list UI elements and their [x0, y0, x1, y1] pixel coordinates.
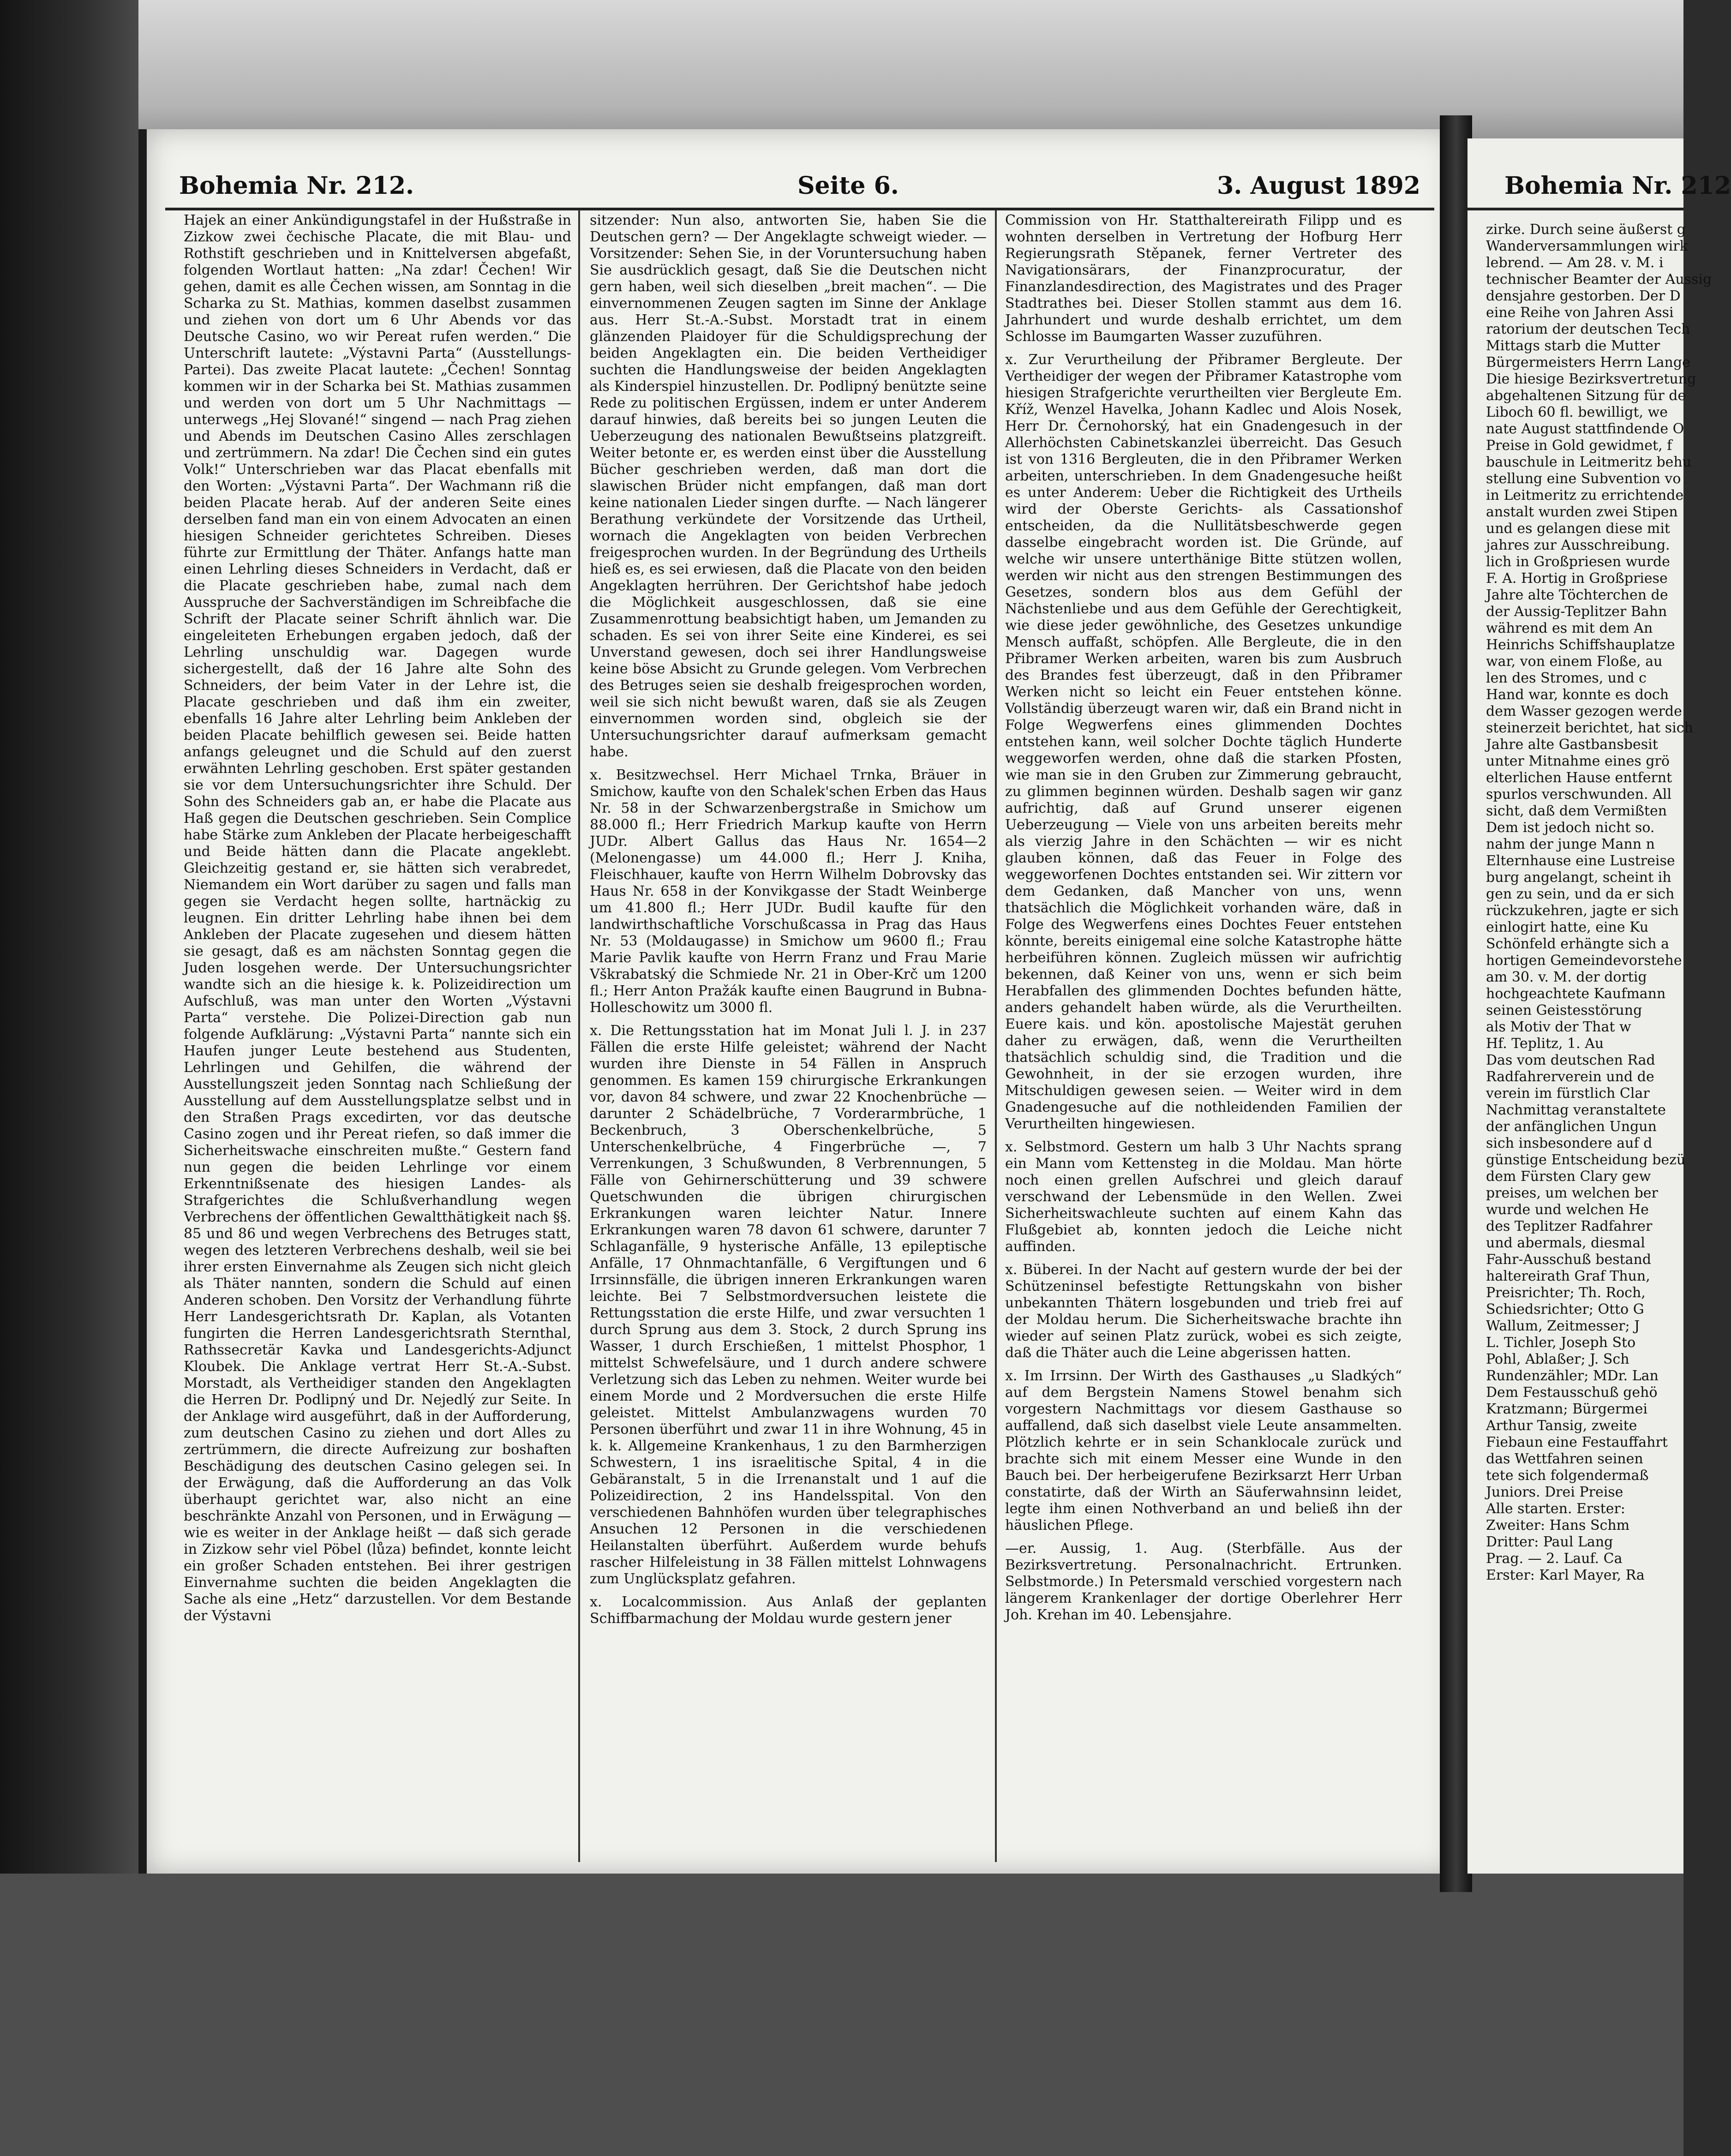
adjacent-column-line: und abermals, diesmal — [1486, 1235, 1645, 1251]
adjacent-column-line: zirke. Durch seine äußerst g — [1486, 222, 1686, 238]
adjacent-column-line: günstige Entscheidung bezü — [1486, 1152, 1686, 1168]
adjacent-column-line: war, von einem Floße, au — [1486, 653, 1663, 670]
adjacent-column-line: Pohl, Ablaßer; J. Sch — [1486, 1351, 1629, 1367]
adjacent-column-line: Juniors. Drei Preise — [1486, 1484, 1623, 1500]
adjacent-column-line: Rundenzähler; MDr. Lan — [1486, 1368, 1659, 1384]
article-buberei: x. Büberei. In der Nacht auf gestern wurde der bei der Schützeninsel befestigte Rettungskahn von bisher unbekannten Thätern losgebunden und trieb frei auf der Moldau herum. Die Sicherheitswache brachte ihn wieder auf seinen Platz zurück, wobei es sich zeigte, daß die Thäter auch die Leine abgerissen hatten. — [1005, 1262, 1402, 1361]
adjacent-column-line: dem Wasser gezogen werde — [1486, 703, 1682, 719]
adjacent-column-line: preises, um welchen ber — [1486, 1185, 1658, 1201]
adjacent-column-line: Hand war, konnte es doch — [1486, 687, 1669, 703]
adjacent-column-line: hochgeachtete Kaufmann — [1486, 986, 1666, 1002]
adjacent-header-masthead: Bohemia Nr. 212 — [1504, 172, 1731, 200]
adjacent-column-line: gen zu sein, und da er sich — [1486, 886, 1675, 902]
adjacent-column-line: Fiebaun eine Festauffahrt — [1486, 1434, 1668, 1450]
adjacent-column-line: burg angelangt, scheint ih — [1486, 869, 1671, 886]
adjacent-column-line: technischer Beamter der Aussig — [1486, 271, 1712, 287]
header-masthead: Bohemia Nr. 212. — [179, 172, 414, 200]
adjacent-page — [1467, 138, 1731, 1874]
adjacent-column-line: lebrend. — Am 28. v. M. i — [1486, 255, 1664, 271]
article-paragraph: sitzender: Nun also, antworten Sie, haben Sie die Deutschen gern? — Der Angeklagte schweigt wieder. — Vorsitzender: Sehen Sie, in der Voruntersuchung haben Sie ausdrücklich gesagt, daß Sie die Deutschen nicht gern haben, weil sich dieselben „breit machen“. — Die einvernommenen Zeugen sagten im Sinne der Anklage aus. Herr St.-A.-Subst. Morstadt trat in einem glänzenden Plaidoyer für die Schuldigsprechung der beiden Angeklagten ein. Die beiden Vertheidiger suchten die Handlungsweise der beiden Angeklagten als Kinderspiel hinzustellen. Dr. Podlipný benützte seine Rede zu politischen Ergüssen, indem er unter Anderem darauf hinwies, daß bereits bei so jungen Leuten die Ueberzeugung des nationalen Bewußtseins platzgreift. Weiter betonte er, es werden einst über die Ausstellung Bücher geschrieben werden, daß man dort die slawischen Brüder nicht empfangen, daß man dort keine nationalen Lieder singen durfte. — Nach längerer Berathung verkündete der Vorsitzende das Urtheil, wornach die Angeklagten von beiden Verbrechen freigesprochen wurden. In der Begründung des Urtheils hieß es, es sei erwiesen, daß die Placate von den beiden Angeklagten herrühren. Der Gerichtshof habe jedoch die Möglichkeit ausgeschlossen, daß sie eine Zusammenrottung beabsichtigt haben, um Jemanden zu schaden. Es sei von ihrer Seite eine Kinderei, es sei Unverstand gewesen, doch sei ihrer Handlungsweise keine böse Absicht zu Grunde gelegen. Vom Verbrechen des Betruges seien sie deshalb freigesprochen worden, weil sie sich nicht bewußt waren, daß sie als Zeugen einvernommen worden sind, obgleich sie der Untersuchungsrichter darauf aufmerksam gemacht habe. — [590, 212, 987, 760]
adjacent-column-line: nahm der junge Mann n — [1486, 836, 1655, 852]
adjacent-column-line: anstalt wurden zwei Stipen — [1486, 504, 1678, 520]
article-paragraph: Commission von Hr. Statthaltereirath Filipp und es wohnten derselben in Vertretung der Hofburg Herr Regierungsrath Stěpanek, ferner Vertreter des Navigationsärars, der Finanzprocuratur, der Finanzlandesdirection, des Magistrates und des Prager Stadtrathes bei. Dieser Stollen stammt aus dem 16. Jahrhundert und wurde deshalb errichtet, um dem Schlosse im Baumgarten Wasser zuzuführen. — [1005, 212, 1402, 345]
column-1 — [184, 212, 571, 1855]
newspaper-page — [138, 129, 1453, 1874]
adjacent-column-line: bauschule in Leitmeritz behu — [1486, 454, 1692, 470]
adjacent-column-line: Preise in Gold gewidmet, f — [1486, 437, 1672, 454]
adjacent-column-line: Jahre alte Töchterchen de — [1486, 587, 1668, 603]
adjacent-column-line: F. A. Hortig in Großpriese — [1486, 570, 1668, 587]
page-header — [165, 166, 1434, 210]
adjacent-column-line: Fahr-Ausschuß bestand — [1486, 1252, 1652, 1268]
column-3 — [1005, 212, 1402, 1855]
adjacent-column-line: Wallum, Zeitmesser; J — [1486, 1318, 1640, 1334]
article-pribram: x. Zur Verurtheilung der Přibramer Bergleute. Der Vertheidiger der wegen der Přibramer Katastrophe vom hiesigen Strafgerichte verurtheilten vier Bergleute Em. Kříž, Wenzel Havelka, Johann Kadlec und Alois Nosek, Herr Dr. Černohorský, hat ein Gnadengesuch in der Allerhöchsten Cabinetskanzlei überreicht. Das Gesuch ist von 1316 Bergleuten, die in den Přibramer Werken arbeiten, unterschrieben. In dem Gnadengesuche heißt es unter Anderem: Ueber die Richtigkeit des Urtheils wird der Oberste Gerichts- als Cassationshof entscheiden, da die Nullitätsbeschwerde gegen dasselbe eingebracht worden ist. Die Gründe, auf welche wir unsere unterthänige Bitte stützen wollen, werden wir nicht aus den strengen Bestimmungen des Gesetzes, sondern blos aus dem Gefühl der Nächstenliebe und aus dem Gefühle der Gerechtigkeit, wie diese jeder gewöhnliche, des Gesetzes unkundige Mensch auffaßt, schöpfen. Alle Bergleute, die in den Přibramer Werken arbeiten, waren bis zum Ausbruch des Brandes fest überzeugt, daß in den Přibramer Werken nicht so leicht ein Feuer entstehen könne. Vollständig überzeugt waren wir, daß ein Brand nicht in Folge Wegwerfens eines glimmenden Dochtes entstehen kann, weil solcher Dochte täglich Hunderte weggeworfen werden, ohne daß die starken Pfosten, wie man sie in den Gruben zur Zimmerung gebraucht, zu glimmen beginnen würden. Deshalb sagen wir ganz aufrichtig, daß auf Grund unserer eigenen Ueberzeugung — Viele von uns arbeiten bereits mehr als vierzig Jahre in den Schächten — wir es nicht glauben können, daß das Feuer in Folge des weggeworfenen Dochtes entstanden sei. Wir zittern vor dem Gedanken, daß Mancher von uns, wenn thatsächlich die Möglichkeit vorhanden wäre, daß in Folge des Wegwerfens eines Dochtes Feuer entstehen könnte, bereits einigemal eine solche Katastrophe hätte herbeiführen können. Zugleich müssen wir aufrichtig bekennen, daß Keiner von uns, wenn er sich beim Herabfallen des glimmenden Dochtes befunden hätte, anders gehandelt haben würde, als die Verurtheilten. Euere kais. und kön. apostolische Majestät geruhen daher zu erwägen, daß, wenn die Verurtheilten thatsächlich schuldig sind, die Tradition und die Gewohnheit, in der sie erzogen wurden, ihre Mitschuldigen gewesen seien. — Weiter wird in dem Gnadengesuche auf die nothleidenden Familien der Verurtheilten hingewiesen. — [1005, 352, 1402, 1132]
header-date: 3. August 1892 — [1217, 172, 1420, 200]
scan-border-bottom — [0, 1874, 1683, 2156]
adjacent-column-line: hortigen Gemeindevorstehe — [1486, 952, 1682, 969]
adjacent-column-line: Mittags starb die Mutter — [1486, 338, 1660, 354]
adjacent-column-line: Nachmittag veranstaltete — [1486, 1102, 1666, 1118]
adjacent-column-line: der anfänglichen Ungun — [1486, 1119, 1657, 1135]
adjacent-column-line: Liboch 60 fl. bewilligt, we — [1486, 404, 1668, 420]
adjacent-column-line: Schönfeld erhängte sich a — [1486, 936, 1669, 952]
adjacent-column-line: einlogirt hatte, eine Ku — [1486, 919, 1649, 935]
adjacent-column-line: densjahre gestorben. Der D — [1486, 288, 1681, 304]
adjacent-column-line: Dem ist jedoch nicht so. — [1486, 820, 1655, 836]
adjacent-column-line: lich in Großpriesen wurde — [1486, 554, 1670, 570]
article-irrsinn: x. Im Irrsinn. Der Wirth des Gasthauses „u Sladkých“ auf dem Bergstein Namens Stowel benahm sich vorgestern Nachmittags vor diesem Gasthause so auffallend, daß sich daselbst viele Leute ansammelten. Plötzlich kehrte er in sein Schanklocale zurück und brachte sich mit einem Messer eine Wunde in den Bauch bei. Der herbeigerufene Bezirksarzt Herr Urban constatirte, daß der Wirth an Säuferwahnsinn leidet, legte ihm einen Nothverband an und beließ ihn der häuslichen Pflege. — [1005, 1368, 1402, 1533]
adjacent-column-line: Radfahrerverein und de — [1486, 1069, 1654, 1085]
adjacent-column-line: verein im fürstlich Clar — [1486, 1085, 1650, 1102]
adjacent-column-line: Elternhause eine Lustreise — [1486, 853, 1675, 869]
adjacent-column-line: spurlos verschwunden. All — [1486, 786, 1671, 803]
adjacent-column-line: Heinrichs Schiffshauplatze — [1486, 637, 1675, 653]
adjacent-column-line: jahres zur Ausschreibung. — [1486, 537, 1670, 553]
column-rule — [995, 210, 997, 1862]
column-2 — [590, 212, 987, 1855]
adjacent-column-line: Kratzmann; Bürgermei — [1486, 1401, 1647, 1417]
adjacent-column-line: wurde und welchen He — [1486, 1202, 1649, 1218]
adjacent-column-line: unter Mitnahme eines grö — [1486, 753, 1670, 769]
adjacent-column-line: L. Tichler, Joseph Sto — [1486, 1335, 1636, 1351]
article-paragraph: Hajek an einer Ankündigungstafel in der Hußstraße in Zizkow zwei čechische Placate, die mit Blau- und Rothstift geschrieben und in Knittelversen abgefaßt, folgenden Wortlaut hatten: „Na zdar! Čechen! Wir gehen, damit es alle Čechen wissen, am Sonntag in die Scharka zu St. Mathias, kommen daselbst zusammen und ziehen von dort um 6 Uhr Abends vor das Deutsche Casino, wo wir Pereat rufen werden.“ Die Unterschrift lautete: „Výstavni Parta“ (Ausstellungs-Partei). Das zweite Placat lautete: „Čechen! Sonntag kommen wir in der Scharka bei St. Mathias zusammen und werden von dort um 5 Uhr Nachmittags — unterwegs „Hej Slované!“ singend — nach Prag ziehen und Abends im Deutschen Casino Alles zerschlagen und zertrümmern. Na zdar! Die Čechen sind ein gutes Volk!“ Unterschrieben war das Placat ebenfalls mit den Worten: „Výstavni Parta“. Der Wachmann riß die beiden Placate herab. Auf der anderen Seite eines derselben fand man ein von einem Advocaten an einen hiesigen Schneider gerichtetes Schreiben. Dieses führte zur Ermittlung der Thäter. Anfangs hatte man einen Lehrling dieses Schneiders in Verdacht, daß er die Placate geschrieben habe, zumal nach dem Ausspruche der Sachverständigen im Schreibfache die Schrift der Placate seiner Schrift ähnlich war. Die eingeleiteten Erhebungen ergaben jedoch, daß der Lehrling unschuldig war. Dagegen wurde sichergestellt, daß der 16 Jahre alte Sohn des Schneiders, der beim Vater in der Lehre ist, die Placate geschrieben und daß ihm ein zweiter, ebenfalls 16 Jahre alter Lehrling beim Ankleben der beiden Placate behilflich gewesen sei. Beide hatten anfangs geleugnet und die Schuld auf den zuerst erwähnten Lehrling geschoben. Erst später gestanden sie vor dem Untersuchungsrichter ihre Schuld. Der Sohn des Schneiders gab an, er habe die Placate aus Haß gegen die Deutschen geschrieben. Sein Complice habe Stärke zum Ankleben der Placate herbeigeschafft und Beide hätten dann die Placate angeklebt. Gleichzeitig gestand er, sie hätten sich verabredet, Niemandem ein Wort darüber zu sagen und falls man gegen sie Verdacht hegen sollte, hartnäckig zu leugnen. Ein dritter Lehrling habe ihnen bei dem Ankleben der Placate zugesehen und diesem hätten sie gesagt, daß es am nächsten Sonntag gegen die Juden losgehen werde. Der Untersuchungsrichter wandte sich an die hiesige k. k. Polizeidirection um Aufschluß, was man unter den Worten „Výstavni Parta“ verstehe. Die Polizei-Direction gab nun folgende Aufklärung: „Výstavni Parta“ nannte sich ein Haufen junger Leute bestehend aus Studenten, Lehrlingen und Gehilfen, die während der Ausstellungszeit jeden Sonntag nach Schließung der Ausstellung auf dem Ausstellungsplatze selbst und in den Straßen Prags excedirten, vor das deutsche Casino zogen und ihr Pereat riefen, so daß immer die Sicherheitswache einschreiten mußte.“ Gestern fand nun gegen die beiden Lehrlinge vor einem Erkenntnißsenate des hiesigen Landes- als Strafgerichtes die Schlußverhandlung wegen Verbrechens der öffentlichen Gewaltthätigkeit nach §§. 85 und 86 und wegen Verbrechens des Betruges statt, wegen des letzteren Verbrechens deshalb, weil sie bei ihrer ersten Einvernahme als Zeugen sich nicht gleich als Thäter nannten, sondern die Schuld auf einen Anderen schoben. Den Vorsitz der Verhandlung führte Herr Landesgerichtsrath Dr. Kaplan, als Votanten fungirten die Herren Landesgerichtsrath Sternthal, Rathssecretär Kavka und Landesgerichts-Adjunct Kloubek. Die Anklage vertrat Herr St.-A.-Subst. Morstadt, als Vertheidiger standen den Angeklagten die Herren Dr. Podlipný und Dr. Nejedlý zur Seite. In der Anklage wird ausgeführt, daß in der Aufforderung, zum deutschen Casino zu ziehen und dort Alles zu zertrümmern, die directe Aufreizung zur boshaften Beschädigung des deutschen Casino gelegen sei. In der Erwägung, daß die Aufforderung an das Volk überhaupt gerichtet war, also nicht an eine beschränkte Anzahl von Personen, und in Erwägung — wie es weiter in der Anklage heißt — daß sich gerade in Zizkow sehr viel Pöbel (lůza) befindet, konnte leicht ein großer Schaden entstehen. Bei ihrer gestrigen Einvernahme suchten die beiden Angeklagten die Sache als eine „Hetz“ darzustellen. Vor dem Bestande der Výstavni — [184, 212, 571, 1624]
adjacent-column-line: Das vom deutschen Rad — [1486, 1052, 1655, 1068]
adjacent-page-header — [1467, 166, 1731, 210]
article-selbstmord: x. Selbstmord. Gestern um halb 3 Uhr Nachts sprang ein Mann vom Kettensteg in die Moldau. Man hörte noch einen grellen Aufschrei und gleich darauf verschwand der Lebensmüde in den Wellen. Zwei Sicherheitswachleute suchten auf einem Kahn das Flußgebiet ab, konnten jedoch die Leiche nicht auffinden. — [1005, 1139, 1402, 1255]
adjacent-column-line: als Motiv der That w — [1486, 1019, 1631, 1035]
adjacent-column-line: sicht, daß dem Vermißten — [1486, 803, 1667, 819]
adjacent-column-line: elterlichen Hause entfernt — [1486, 770, 1672, 786]
adjacent-column-line: ratorium der deutschen Tech — [1486, 321, 1690, 337]
adjacent-column-line: des Teplitzer Radfahrer — [1486, 1218, 1653, 1234]
adjacent-column-line: Zweiter: Hans Schm — [1486, 1517, 1630, 1533]
adjacent-column-line: nate August stattfindende O — [1486, 421, 1684, 437]
adjacent-column-line: haltereirath Graf Thun, — [1486, 1268, 1650, 1284]
adjacent-column-line: Schiedsrichter; Otto G — [1486, 1301, 1644, 1318]
article-aussig: —er. Aussig, 1. Aug. (Sterbfälle. Aus der Bezirksvertretung. Personalnachricht. Ertrunken. Selbstmorde.) In Petersmald verschied vorgestern nach längerem Krankenlager der dortige Oberlehrer Herr Joh. Krehan im 40. Lebensjahre. — [1005, 1540, 1402, 1623]
adjacent-column-line: Bürgermeisters Herrn Lange — [1486, 354, 1690, 371]
adjacent-column-line: Arthur Tansig, zweite — [1486, 1418, 1637, 1434]
article-besitzwechsel: x. Besitzwechsel. Herr Michael Trnka, Bräuer in Smichow, kaufte von den Schalek'schen Erben das Haus Nr. 58 in der Schwarzenbergstraße in Smichow um 88.000 fl.; Herr Friedrich Markup kaufte von Herrn JUDr. Albert Gallus das Haus Nr. 1654—2 (Melonengasse) um 44.000 fl.; Herr J. Kniha, Fleischhauer, kaufte von Herrn Wilhelm Dobrovsky das Haus Nr. 658 in der Konvikgasse der Stadt Weinberge um 41.800 fl.; Herr JUDr. Budil kaufte für den landwirthschaftliche Vorschußcassa in Prag das Haus Nr. 53 (Moldaugasse) in Smichow um 9600 fl.; Frau Marie Pavlik kaufte von Herrn Franz und Frau Marie Vškrabatský die Schmiede Nr. 21 in Ober-Krč um 1200 fl.; Herr Anton Pražák kaufte einen Baugrund in Bubna-Holleschowitz um 3000 fl. — [590, 767, 987, 1016]
adjacent-column-line: Erster: Karl Mayer, Ra — [1486, 1567, 1645, 1583]
adjacent-column-line: in Leitmeritz zu errichtende — [1486, 487, 1684, 503]
adjacent-column-line: der Aussig-Teplitzer Bahn — [1486, 604, 1667, 620]
adjacent-column-line: am 30. v. M. der dortig — [1486, 969, 1647, 985]
scan-border-left — [0, 0, 138, 2156]
adjacent-column-line: Wanderversammlungen wirk — [1486, 238, 1688, 254]
adjacent-column-line: Preisrichter; Th. Roch, — [1486, 1285, 1646, 1301]
adjacent-column-line: len des Stromes, und c — [1486, 670, 1647, 686]
adjacent-column-line: Die hiesige Bezirksvertretung — [1486, 371, 1696, 387]
adjacent-column-line: seinen Geistesstörung — [1486, 1002, 1642, 1018]
adjacent-column-line: Jahre alte Gastbansbesit — [1486, 737, 1658, 753]
adjacent-column-line: tete sich folgendermaß — [1486, 1467, 1649, 1484]
article-localcommission: x. Localcommission. Aus Anlaß der geplanten Schiffbarmachung der Moldau wurde gestern jener — [590, 1594, 987, 1627]
article-rettungsstation: x. Die Rettungsstation hat im Monat Juli l. J. in 237 Fällen die erste Hilfe geleistet; während der Nacht wurden ihre Dienste in 54 Fällen in Anspruch genommen. Es kamen 159 chirurgische Erkrankungen vor, davon 84 schwere, und zwar 22 Knochenbrüche — darunter 2 Schädelbrüche, 7 Vorderarmbrüche, 1 Beckenbruch, 3 Oberschenkelbrüche, 5 Unterschenkelbrüche, 4 Fingerbrüche —, 7 Verrenkungen, 3 Schußwunden, 8 Verbrennungen, 5 Fälle von Gehirnerschütterung und 39 schwere Quetschwunden die übrigen chirurgischen Erkrankungen waren leichter Natur. Innere Erkrankungen waren 78 davon 61 schwere, darunter 7 Schlaganfälle, 9 hysterische Anfälle, 13 epileptische Anfälle, 17 Ohnmachtanfälle, 6 Vergiftungen und 6 Irrsinnsfälle, die übrigen inneren Erkrankungen waren leichte. Bei 7 Selbstmordversuchen leistete die Rettungsstation die erste Hilfe, und zwar versuchten 1 durch Sprung aus dem 3. Stock, 2 durch Sprung ins Wasser, 1 durch Erschießen, 1 mittelst Phosphor, 1 mittelst Schwefelsäure, und 1 durch andere schwere Verletzung sich das Leben zu nehmen. Weiter wurde bei einem Morde und 2 Mordversuchen die erste Hilfe geleistet. Mittelst Ambulanzwagens wurden 70 Personen überführt und zwar 11 in ihre Wohnung, 45 in k. k. Allgemeine Krankenhaus, 1 zu den Barmherzigen Schwestern, 1 ins israelitische Spital, 4 in die Gebäranstalt, 5 in die Irrenanstalt und 1 auf die Polizeidirection, 2 ins Handelsspital. Von den verschiedenen Bahnhöfen wurden über telegraphisches Ansuchen 12 Personen in die verschiedenen Heilanstalten überführt. Außerdem wurde behufs rascher Hilfeleistung in 38 Fällen mittelst Lohnwagens zum Unglücksplatz gefahren. — [590, 1023, 987, 1587]
adjacent-column-line: eine Reihe von Jahren Assi — [1486, 305, 1674, 321]
adjacent-column-line: Alle starten. Erster: — [1486, 1501, 1625, 1517]
adjacent-column-line: sich insbesondere auf d — [1486, 1135, 1653, 1151]
adjacent-column-line: das Wettfahren seinen — [1486, 1451, 1643, 1467]
adjacent-column — [1486, 222, 1717, 1864]
adjacent-column-line: Dem Festausschuß gehö — [1486, 1384, 1658, 1401]
adjacent-column-line: Hf. Teplitz, 1. Au — [1486, 1036, 1604, 1052]
adjacent-column-line: und es gelangen diese mit — [1486, 521, 1670, 537]
adjacent-column-line: Dritter: Paul Lang — [1486, 1534, 1613, 1550]
header-page-number: Seite 6. — [797, 172, 899, 200]
adjacent-column-line: während es mit dem An — [1486, 620, 1653, 636]
adjacent-column-line: abgehaltenen Sitzung für de — [1486, 388, 1686, 404]
adjacent-column-line: stellung eine Subvention vo — [1486, 471, 1681, 487]
adjacent-column-line: steinerzeit berichtet, hat sich — [1486, 720, 1693, 736]
adjacent-column-line: dem Fürsten Clary gew — [1486, 1168, 1651, 1185]
adjacent-column-line: Prag. — 2. Lauf. Ca — [1486, 1551, 1623, 1567]
column-rule — [578, 210, 580, 1862]
adjacent-column-line: rückzukehren, jagte er sich — [1486, 903, 1679, 919]
